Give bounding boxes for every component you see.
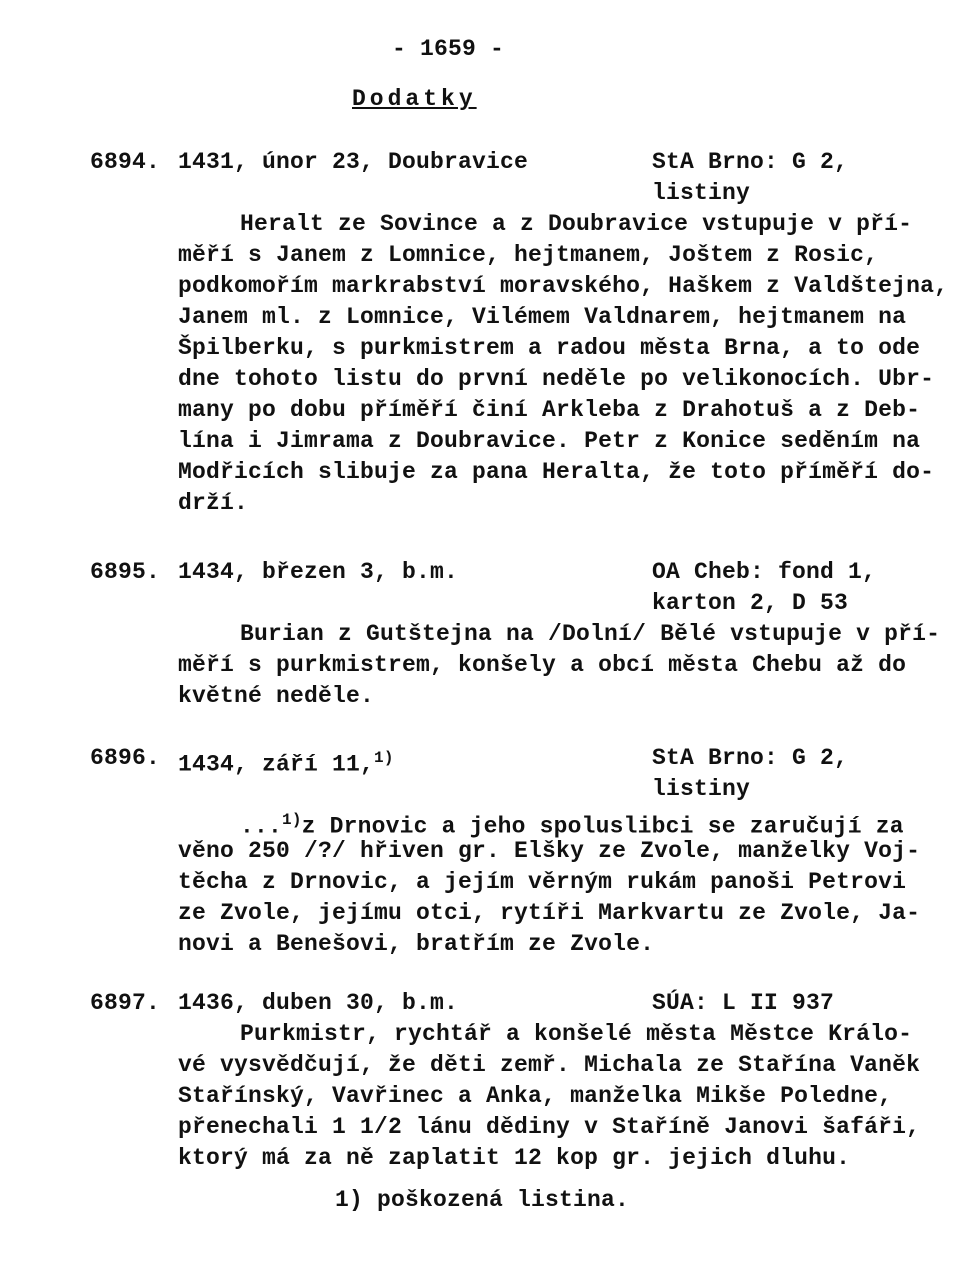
entry-text-line: lína i Jimrama z Doubravice. Petr z Konice seděním na (178, 428, 921, 454)
entry-source: OA Cheb: fond 1, (652, 559, 877, 585)
entry-text-line: květné neděle. (178, 683, 375, 709)
footnote: 1) poškozená listina. (335, 1187, 630, 1213)
entry-number: 6897. (90, 990, 161, 1016)
entry-text-line: Heralt ze Sovince a z Doubravice vstupuje v pří- (240, 211, 913, 237)
entry-text-line: Modřicích slibuje za pana Heralta, že toto příměří do- (178, 459, 935, 485)
entry-text-line: přenechali 1 1/2 lánu dědiny v Staříně Janovi šafáři, (178, 1114, 921, 1140)
entry-number: 6896. (90, 745, 161, 771)
entry-source: StA Brno: G 2, (652, 149, 849, 175)
entry-source: SÚA: L II 937 (652, 990, 835, 1016)
entry-text-line: dne tohoto listu do první neděle po velikonocích. Ubr- (178, 366, 935, 392)
entry-text-line: many po dobu příměří činí Arkleba z Drahotuš a z Deb- (178, 397, 921, 423)
entry-text-line: Stařínský, Vavřinec a Anka, manželka Mikše Poledne, (178, 1083, 893, 1109)
entry-number: 6894. (90, 149, 161, 175)
page-heading: Dodatky (352, 86, 477, 112)
footnote-marker: 1) (374, 749, 394, 767)
entry-text-line: Purkmistr, rychtář a konšelé města Městce Králo- (240, 1021, 913, 1047)
entry-date-text: 1434, září 11, (178, 751, 375, 778)
entry-date-place: 1434, březen 3, b.m. (178, 559, 459, 585)
footnote-marker: 1) (282, 811, 302, 829)
ellipsis: ... (240, 813, 283, 840)
entry-number: 6895. (90, 559, 161, 585)
entry-text-line: věno 250 /?/ hřiven gr. Elšky ze Zvole, manželky Voj- (178, 838, 921, 864)
entry-text-content: z Drnovic a jeho spoluslibci se zaručují za (301, 813, 904, 840)
entry-text-line: Janem ml. z Lomnice, Vilémem Valdnarem, hejtmanem na (178, 304, 907, 330)
entry-date-place: 1436, duben 30, b.m. (178, 990, 459, 1016)
entry-text-line: ktorý má za ně zaplatit 12 kop gr. jejich dluhu. (178, 1145, 851, 1171)
entry-text-line: podkomořím markrabství moravského, Haškem z Valdštejna, (178, 273, 949, 299)
entry-text-line: těcha z Drnovic, a jejím věrným rukám panoši Petrovi (178, 869, 907, 895)
page-number: - 1659 - (392, 36, 505, 62)
entry-text-line: ze Zvole, jejímu otci, rytíři Markvartu ze Zvole, Ja- (178, 900, 921, 926)
entry-text-line: novi a Benešovi, bratřím ze Zvole. (178, 931, 655, 957)
entry-text-line: drží. (178, 490, 249, 516)
entry-date-place: 1431, únor 23, Doubravice (178, 149, 529, 175)
entry-source: StA Brno: G 2, (652, 745, 849, 771)
entry-source: listiny (652, 180, 751, 206)
entry-text-line: vé vysvědčují, že děti zemř. Michala ze Stařína Vaněk (178, 1052, 921, 1078)
entry-text-line: Špilberku, s purkmistrem a radou města Brna, a to ode (178, 335, 921, 361)
entry-text-line: měří s Janem z Lomnice, hejtmanem, Joštem z Rosic, (178, 242, 879, 268)
entry-source: listiny (652, 776, 751, 802)
entry-source: karton 2, D 53 (652, 590, 849, 616)
entry-text-line: měří s purkmistrem, konšely a obcí města Chebu až do (178, 652, 907, 678)
entry-text-line: Burian z Gutštejna na /Dolní/ Bělé vstupuje v pří- (240, 621, 941, 647)
entry-date-place (178, 743, 394, 781)
